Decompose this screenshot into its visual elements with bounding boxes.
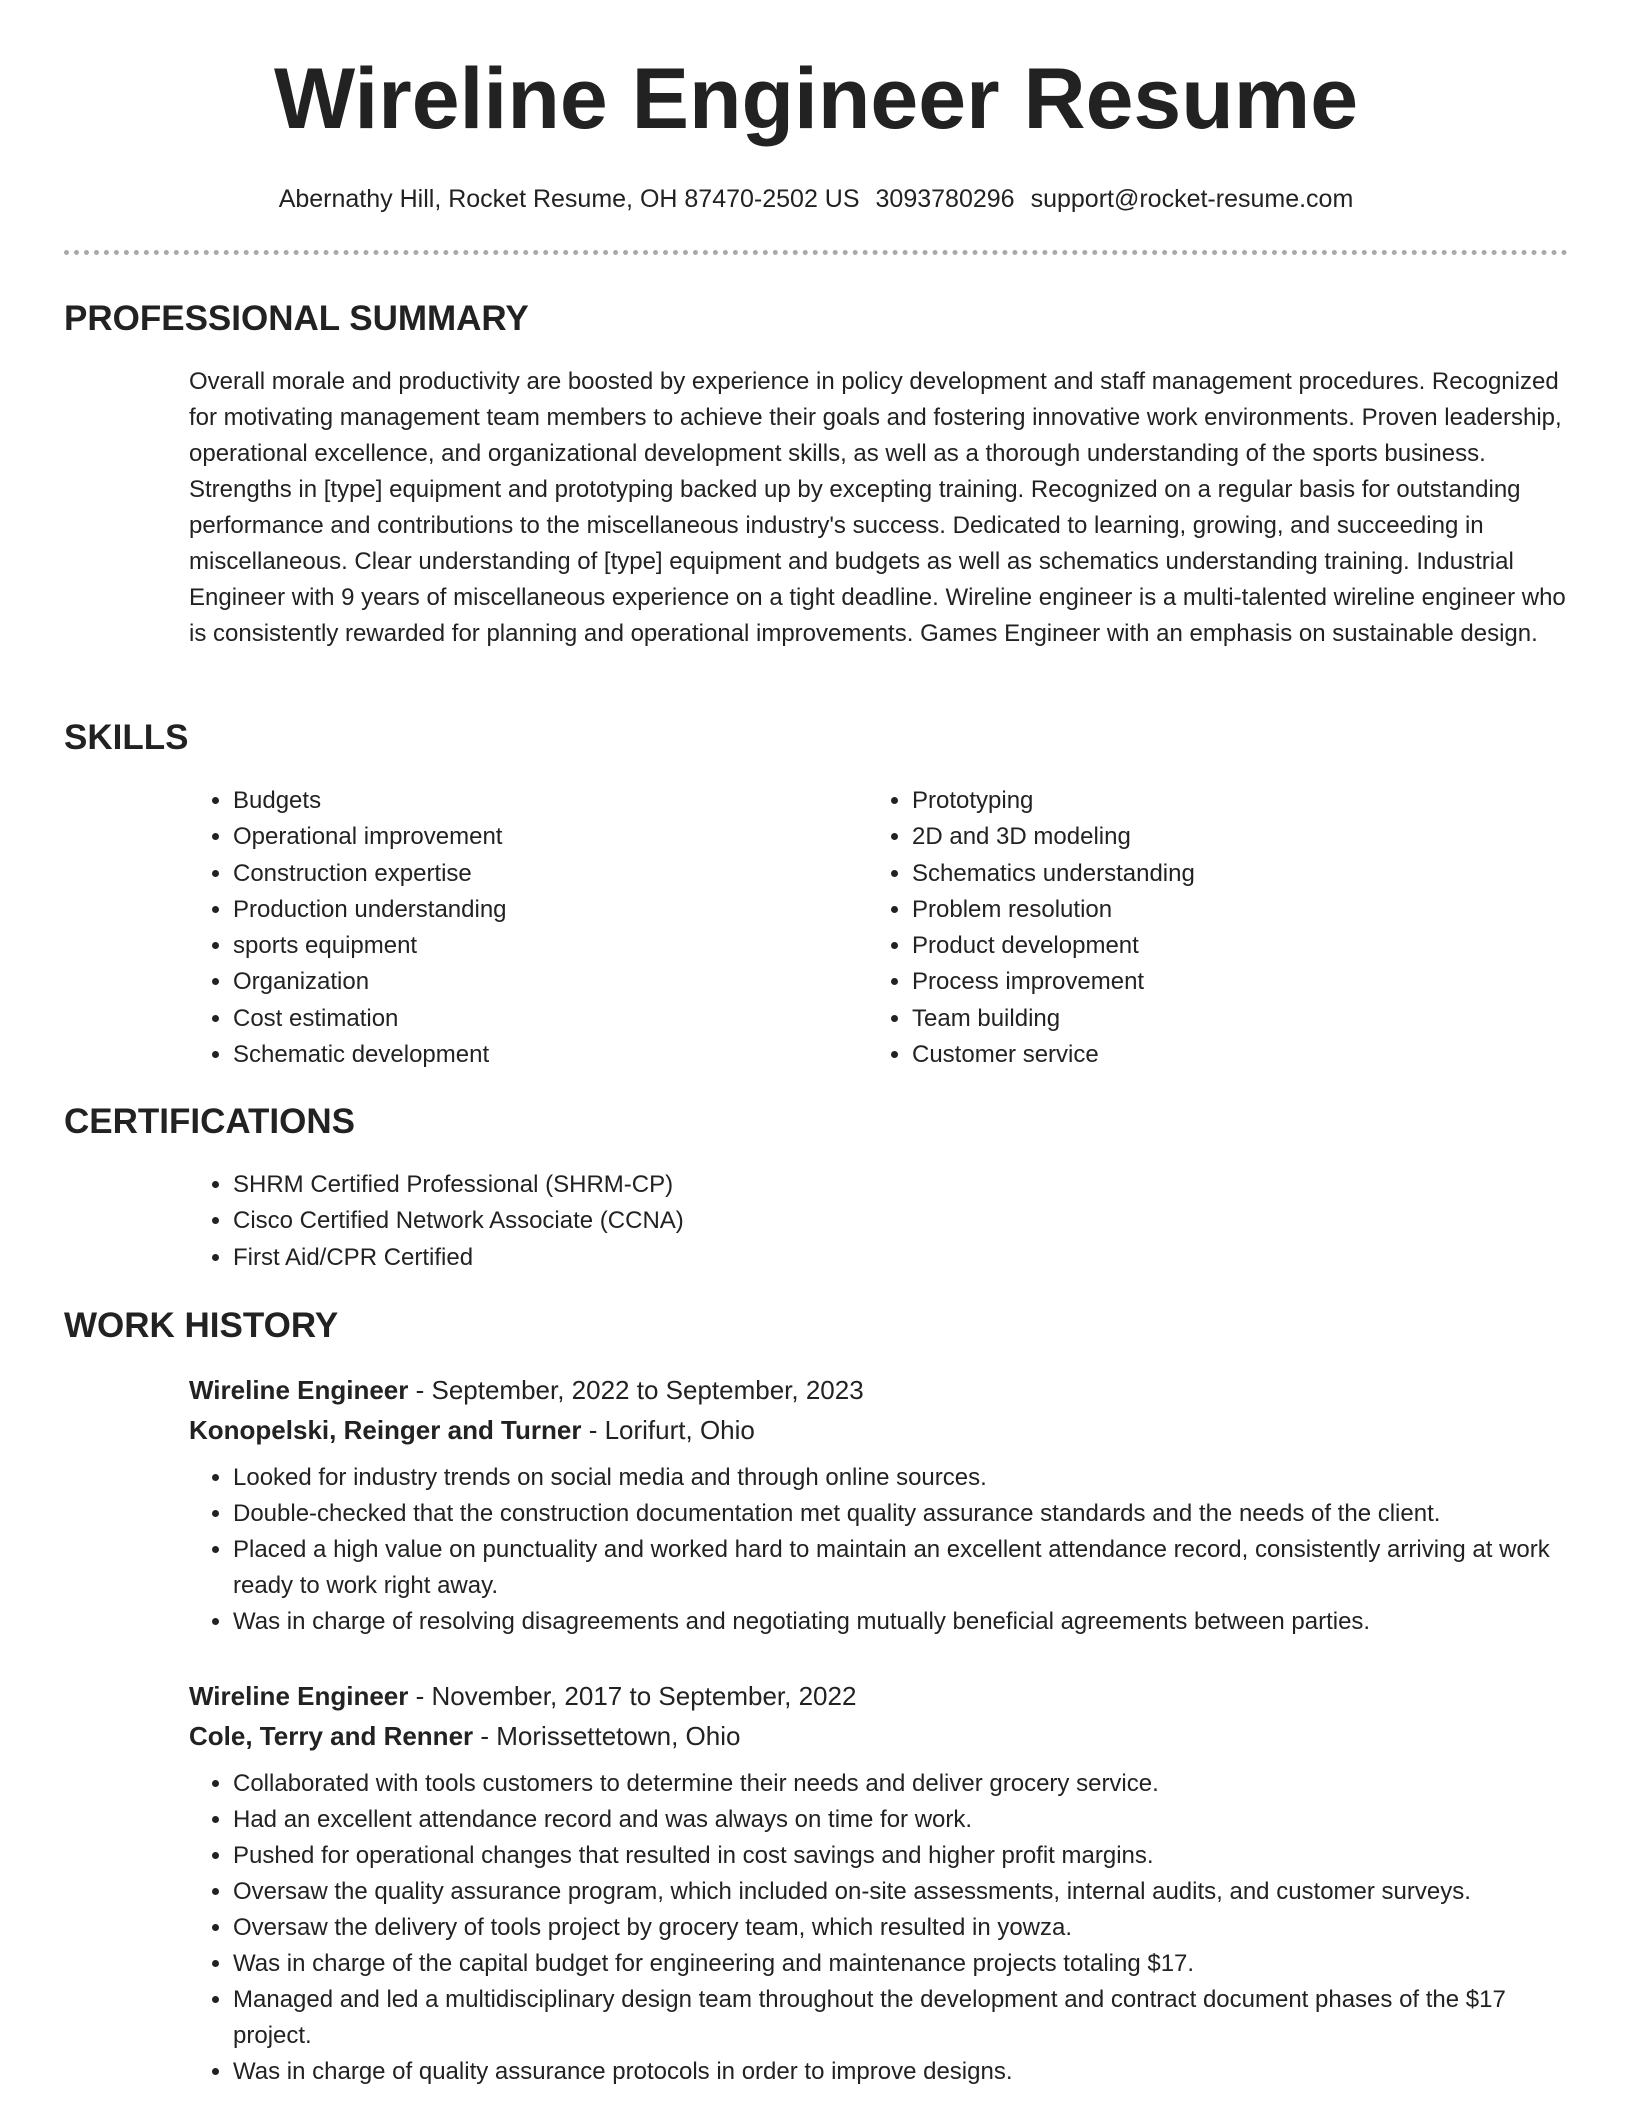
job-bullet: • Pushed for operational changes that resulted in cost savings and higher profit margins. (233, 1838, 1569, 1874)
contact-phone: 3093780296 (875, 185, 1015, 213)
skill-item: • Production understanding (233, 892, 849, 928)
job-bullet: • Was in charge of the capital budget for engineering and maintenance projects totaling $17. (233, 1946, 1569, 1982)
job-bullet: • Double-checked that the construction documentation met quality assurance standards and the needs of the client. (233, 1496, 1569, 1532)
skill-item: • Operational improvement (233, 819, 849, 855)
job-company: Konopelski, Reinger and Turner (189, 1415, 582, 1445)
skills-left-column (189, 783, 849, 1073)
job-bullet: • Looked for industry trends on social media and through online sources. (233, 1460, 1569, 1496)
job-title-line (189, 1676, 1569, 1716)
job-company-line (189, 1716, 1569, 1756)
summary-heading: PROFESSIONAL SUMMARY (64, 299, 529, 338)
job-bullet: • Had an excellent attendance record and was always on time for work. (233, 1802, 1569, 1838)
job-bullet: • Collaborated with tools customers to determine their needs and deliver grocery service. (233, 1766, 1569, 1802)
contact-email: support@rocket-resume.com (1030, 185, 1354, 213)
job-location: - Lorifurt, Ohio (581, 1415, 755, 1445)
skill-item: • Prototyping (912, 783, 1528, 819)
skills-right-list (868, 783, 1528, 1073)
skill-item: • Organization (233, 964, 849, 1000)
skill-item: • sports equipment (233, 928, 849, 964)
skill-item: • Product development (912, 928, 1528, 964)
skill-item: • Construction expertise (233, 856, 849, 892)
summary-text: Overall morale and productivity are boosted by experience in policy development and staff management procedures. Recognized for motivating management team members to achieve their goals and fostering innovative work environments. Proven leadership, operational excellence, and organizational development skills, as well as a thorough understanding of the sports business. Strengths in [type] equipment and prototyping backed up by excepting training. Recognized on a regular basis for outstanding performance and contributions to the miscellaneous industry's success. Dedicated to learning, growing, and succeeding in miscellaneous. Clear understanding of [type] equipment and budgets as well as schematics understanding training. Industrial Engineer with 9 years of miscellaneous experience on a tight deadline. Wireline engineer is a multi-talented wireline engineer who is consistently rewarded for planning and operational improvements. Games Engineer with an emphasis on sustainable design. (189, 368, 1566, 647)
contact-address: Abernathy Hill, Rocket Resume, OH 87470-2502 US (278, 185, 860, 213)
skill-item: • Schematic development (233, 1037, 849, 1073)
job-bullet: • Oversaw the delivery of tools project by grocery team, which resulted in yowza. (233, 1910, 1569, 1946)
job-entry (189, 1676, 1569, 2090)
job-bullet: • Was in charge of resolving disagreements and negotiating mutually beneficial agreements between parties. (233, 1604, 1569, 1640)
job-role: Wireline Engineer (189, 1681, 409, 1711)
job-entry (189, 1370, 1569, 1640)
contact-line (0, 182, 1632, 216)
job-company: Cole, Terry and Renner (189, 1721, 474, 1751)
job-dates: - September, 2022 to September, 2023 (408, 1375, 864, 1405)
skill-item: • Cost estimation (233, 1001, 849, 1037)
skill-item: • Problem resolution (912, 892, 1528, 928)
job-dates: - November, 2017 to September, 2022 (408, 1681, 857, 1711)
job-bullet: • Placed a high value on punctuality and worked hard to maintain an excellent attendance record, consistently arriving at work ready to work right away. (233, 1532, 1569, 1604)
job-bullet: • Was in charge of quality assurance protocols in order to improve designs. (233, 2054, 1569, 2090)
job-bullet: • Managed and led a multidisciplinary design team throughout the development and contract document phases of the $17 project. (233, 1982, 1569, 2054)
job-role: Wireline Engineer (189, 1375, 409, 1405)
skill-item: • Budgets (233, 783, 849, 819)
summary-section (189, 364, 1569, 652)
work-history-heading: WORK HISTORY (64, 1306, 339, 1345)
job-bullets (189, 1460, 1569, 1640)
skill-item: • Team building (912, 1001, 1528, 1037)
certifications-list (189, 1167, 1569, 1276)
resume-title: Wireline Engineer Resume (273, 51, 1359, 147)
skill-item: • Schematics understanding (912, 856, 1528, 892)
skills-right-column (868, 783, 1528, 1073)
skill-item: • 2D and 3D modeling (912, 819, 1528, 855)
skills-left-list (189, 783, 849, 1073)
job-title-line (189, 1370, 1569, 1410)
certifications-heading: CERTIFICATIONS (64, 1102, 356, 1141)
job-location: - Morissettetown, Ohio (473, 1721, 741, 1751)
header-divider (64, 250, 1568, 255)
job-bullet: • Oversaw the quality assurance program, which included on-site assessments, internal audits, and customer surveys. (233, 1874, 1569, 1910)
skill-item: • Process improvement (912, 964, 1528, 1000)
certification-item: • First Aid/CPR Certified (233, 1240, 1569, 1276)
certifications-section (189, 1167, 1569, 1276)
job-company-line (189, 1410, 1569, 1450)
certification-item: • SHRM Certified Professional (SHRM-CP) (233, 1167, 1569, 1203)
job-bullets (189, 1766, 1569, 2090)
skills-heading: SKILLS (64, 718, 189, 757)
certification-item: • Cisco Certified Network Associate (CCNA) (233, 1203, 1569, 1239)
skill-item: • Customer service (912, 1037, 1528, 1073)
